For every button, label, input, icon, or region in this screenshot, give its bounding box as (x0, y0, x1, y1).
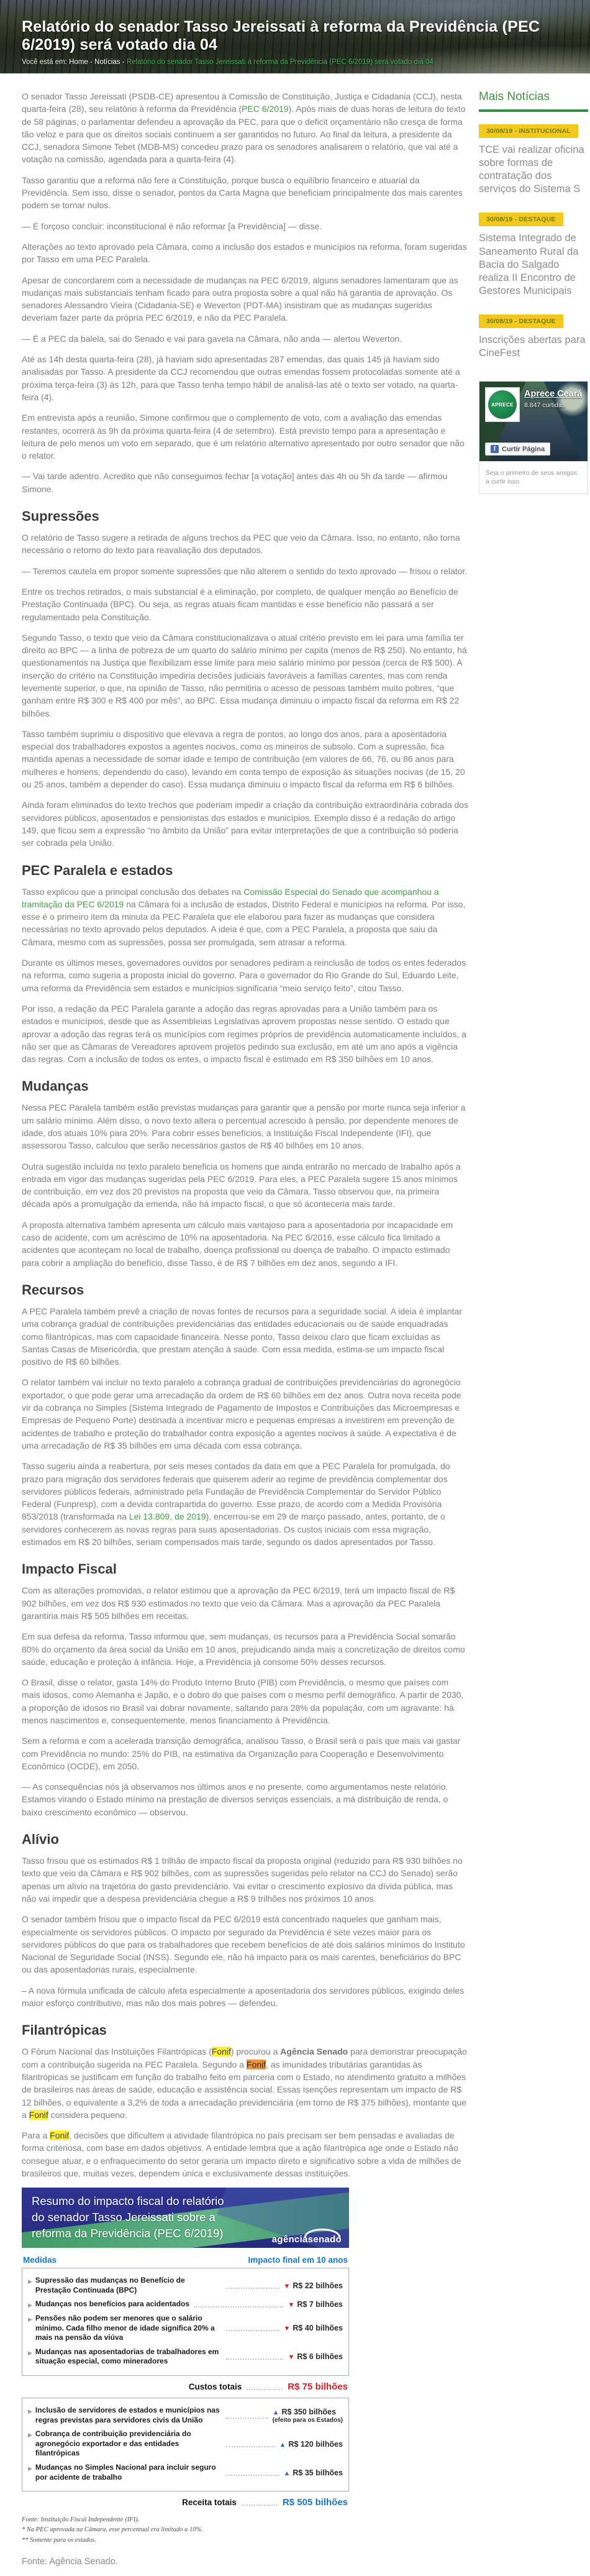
article-paragraph (22, 1584, 469, 1622)
measure-label: Pensões não podem ser menores que o salário mínimo. Cada filho menor de idade significa 20% a mais na pensão da viúva (35, 2314, 215, 2342)
text-segment: — Teremos cautela em propor somente supressões que não alterem o sentido do texto aprovado — frisou o relator. (22, 566, 468, 576)
article-paragraph (22, 799, 469, 849)
text-segment: Nessa PEC Paralela também estão previstas mudanças para garantir que a pensão por morte nunca seja inferior a um salário mínimo. Além disso, o novo texto altera o percentual acrescido à pensão, por dependente menores de idade, dos atuais 10% para 20%. Para cobrir esses benefícios, a Instituição Fiscal Independente (IFI), que assessorou Tasso, calculou que serão necessários gastos de R$ 40 bilhões em 10 anos. (22, 1102, 466, 1151)
facebook-like-button-label: Curtir Página (502, 445, 545, 453)
facebook-cover-photo (479, 382, 588, 461)
aprece-logo (485, 387, 520, 422)
infographic-column-headers (23, 2255, 348, 2265)
news-date-badge: 30/08/19 - INSTITUCIONAL (479, 124, 578, 138)
breadcrumb-current: Relatório do senador Tasso Jereissati à reforma da Previdência (PEC 6/2019) será votado dia 04 (126, 58, 433, 66)
text-segment: — Vai tarde adentro. Acredito que não conseguimos fechar [a votação] antes das 4h ou 5h da tarde — afirmou Simone. (22, 471, 448, 494)
dotted-leader (194, 2301, 283, 2308)
article-paragraph (22, 1305, 469, 1368)
text-segment: O Brasil, disse o relator, gasta 14% do Produto Interno Bruto (PIB) com Previdência, o mesmo que países com mais idosos, como Alemanha e Japão, e o dobro do que países com o mesmo perfil demográfico. A partir de 2030, a proporção de idosos no Brasil vai dobrar novamente, saltando para 28% da população, com um agravante: há menos nascimentos e, consequentemente, menos financiamento à Previdência. (22, 1677, 464, 1725)
search-highlight: Fonif (50, 2130, 70, 2141)
text-segment: Tasso garantiu que a reforma não fere a Constituição, porque busca o equilíbrio financeiro e atuarial da Previdência. Sem isso, disse o senador, pontos da Carta Magna que beneficiam principalmente dos mais carentes podem se tornar nulos. (22, 175, 463, 211)
text-segment: — É forçoso concluir: inconstitucional é não reformar [a Previdência] — disse. (22, 221, 322, 231)
measure-label: Supressão das mudanças no Benefício de Prestação Continuada (BPC) (35, 2276, 185, 2294)
infographic-title-line: reforma da Previdência (PEC 6/2019) (32, 2227, 224, 2240)
triangle-bullet-icon: ▶ (28, 2465, 32, 2472)
text-segment: Ainda foram eliminados do texto trechos que poderiam impedir a criação da contribuição extraordinária cobrada dos servidores públicos, aposentados e pensionistas dos estados e municípios. Exemplo disso é a redação do artigo 149, que ficou sem a expressão “no âmbito da União” para evitar interpretações de que a contribuição só poderia ser cobrada pela União. (22, 800, 469, 848)
triangle-bullet-icon: ▶ (28, 2278, 32, 2285)
sidebar-news-item[interactable] (479, 213, 588, 298)
text-segment: Outra sugestão incluída no texto paralelo beneficia os homens que ainda entrarão no mercado de trabalho após a entrada em vigor das mudanças sugeridas pela PEC 6/2019. Para eles, a PEC Paralela sugere 15 anos mínimos de contribuição, em vez dos 20 previstos na proposta que veio da Câmara. Tasso observou que, na primeira década após a promulgação da emenda, não há impacto fiscal, o que só aconteceria mais tarde. (22, 1161, 461, 1209)
article-paragraph (22, 274, 469, 324)
up-arrow-icon: ▲ (283, 2469, 291, 2477)
article-paragraph (22, 332, 469, 345)
down-arrow-icon: ▼ (288, 2354, 295, 2362)
triangle-bullet-icon: ▶ (28, 2432, 32, 2439)
footnote-asterisk: * Na PEC aprovada na Câmara, esse percentual era limitado a 10%. (22, 2526, 203, 2534)
text-segment: Apesar de concordarem com a necessidade de mudanças na PEC 6/2019, alguns senadores lamentaram que as mudanças mais substanciais tenham ficado para outra proposta sobre a qual não há garantia de aprovação. Os senadores Alessandro Vieira (Cidadania-SE) e Weverton (PDT-MA) insistiram que as mudanças sugeridas deveriam fazer parte da própria PEC 6/2019, e não da PEC Paralela. (22, 275, 458, 323)
text-segment: na Câmara foi a inclusão de estados, Distrito Federal e municípios na reforma. Por isso, esse é o primeiro item da minuta da PEC Paralela que ele elaborou para fazer as mudanças que considera necessárias no texto aprovado pelos deputados. A ideia é que, com a PEC Paralela, a proposta que saiu da Câmara, mesmo com as supressões, possa ser promulgada, sem atrasar a reforma. (22, 899, 466, 947)
footnote-double-asterisk: ** Somente para os estados. (22, 2536, 96, 2544)
article-paragraph (22, 241, 469, 266)
search-highlight: Fonif (211, 2047, 231, 2057)
search-highlight: Fonif (29, 2109, 48, 2120)
section-heading: Alívio (22, 1831, 59, 1848)
news-date-badge: 30/08/19 - DESTAQUE (479, 213, 563, 226)
article-paragraph (22, 728, 469, 791)
triangle-bullet-icon: ▶ (28, 2302, 32, 2309)
article-main (22, 90, 469, 2576)
article-paragraph (22, 1984, 469, 2010)
infographic-row (28, 2406, 343, 2425)
text-segment: – A nova fórmula unificada de cálculo afeta especialmente a aposentadoria dos servidores públicos, exigindo deles maior esforço contributivo, mas não dos mais pobres — defendeu. (22, 1985, 465, 2009)
breadcrumb (22, 58, 578, 66)
infographic-row (28, 2463, 343, 2482)
article-paragraph (22, 1460, 469, 1548)
infographic-row (28, 2429, 343, 2459)
dotted-leader (242, 2500, 278, 2506)
text-segment: O senador Tasso Jereissati (PSDB-CE) apresentou à Comissão de Constituição, Justiça e Cidadania (CCJ), nesta quarta-feira (28), seu relatório à reforma da Previdência ( (22, 91, 462, 114)
article-paragraph (22, 470, 469, 495)
infographic-title (32, 2193, 224, 2242)
inline-link[interactable]: Lei 13.809, de 2019 (129, 1511, 206, 1522)
news-item-title: Sistema Integrado de Saneamento Rural da Bacia do Salgado realiza II Encontro de Gestores Municipais (479, 232, 579, 296)
text-segment: Tasso explicou que a principal conclusão dos debates na (22, 886, 244, 897)
infographic-row (28, 2299, 343, 2309)
text-segment: O relatório de Tasso sugere a retirada de alguns trechos da PEC que veio da Câmara. Isso, no entanto, não torna necessário o retorno do texto para reavaliação dos deputados. (22, 533, 460, 556)
dotted-leader (226, 2325, 279, 2331)
news-date-badge: 30/08/19 - DESTAQUE (479, 314, 563, 328)
section-heading: Impacto Fiscal (22, 1561, 117, 1577)
sidebar-title-underline (479, 109, 588, 112)
text-segment: Entre os trechos retirados, o mais substancial é a eliminação, por completo, de qualquer menção ao Benefício de Prestação Continuada (BPC). Ou seja, as regras atuais ficam mantidas e esse benefício não passará a ser regulamentado pela Constituição. (22, 586, 458, 622)
dotted-leader (247, 2384, 283, 2390)
facebook-page-widget (479, 381, 588, 493)
inline-link[interactable]: Comissão Especial do Senado que acompanhou a tramitação da PEC 6/2019 (22, 886, 439, 909)
section-heading: Recursos (22, 1281, 84, 1298)
impact-amount: R$ 6 bilhões (297, 2352, 343, 2362)
news-item-title: Inscrições abertas para CineFest (479, 334, 586, 359)
impact-column-header: Impacto final em 10 anos (248, 2255, 348, 2265)
impact-amount: R$ 120 bilhões (288, 2439, 343, 2449)
text-segment: Segundo Tasso, o texto que veio da Câmara constitucionalizava o atual critério previsto em lei para uma família ter direito ao BPC — a linha de pobreza de um quarto do salário mínimo per capita (menos de R$ 250). No entanto, há questionamentos na Justiça que flexibilizam esse limite para meio salário mínimo por pessoa (cerca de R$ 500). A inserção do critério na Constituição impediria decisões judiciais favoráveis a famílias carentes, mas com renda levemente superior, o que, na opinião de Tasso, não permitiria o acesso de pessoas também muito pobres, “que ganham entre R$ 300 e R$ 400 por mês”, ao BPC. Essa mudança diminuiu o impacto fiscal da reforma em R$ 22 bilhões. (22, 632, 467, 718)
dotted-leader (226, 2283, 279, 2289)
impact-value (284, 2468, 343, 2477)
dotted-leader (226, 2470, 279, 2476)
article-paragraph (22, 174, 469, 212)
article-paragraph (22, 886, 469, 948)
infographic-title-line: Resumo do impacto fiscal do relatório (32, 2194, 224, 2208)
text-segment: Para a (22, 2130, 50, 2141)
aprece-logo-icon: APRECE (488, 390, 517, 419)
costs-total-row (23, 2381, 348, 2392)
agencia-senado-logo: agênciasenado (271, 2234, 342, 2245)
section-heading: Supressões (22, 508, 99, 525)
text-segment: Durante os últimos meses, governadores ouvidos por senadores pediram a reinclusão de todos os entes federados na reforma, como sugeria a proposta inicial do governo. Para o governador do Rio Grande do Sul, Eduardo Leite, uma reforma da Previdência sem estados e municípios significaria “meio serviço feito”, citou Tasso. (22, 958, 466, 993)
article-paragraph (22, 1002, 469, 1065)
header-inner (22, 18, 578, 66)
sidebar (479, 90, 588, 494)
text-segment: — É a PEC da balela, sai do Senado e vai para gaveta na Câmara, não anda — alertou Weverton. (22, 333, 402, 344)
infographic-footnotes (22, 2515, 349, 2546)
article-paragraph (22, 1913, 469, 1976)
article-paragraph (22, 1376, 469, 1452)
text-segment: para demonstrar preocupação com a contribuição sugerida na PEC Paralela. Segundo a (22, 2047, 467, 2070)
text-segment: — As consequências nós já observamos nos últimos anos e no presente, como argumentamos neste relatório. Estamos virando o Estado mínimo na prestação de diversos serviços essenciais, a má distribuição de renda, o baixo crescimento econômico — observou. (22, 1782, 448, 1817)
facebook-likes-count: 8.847 curtidas (524, 401, 565, 410)
article-paragraph (22, 1101, 469, 1152)
impact-value (284, 2281, 343, 2290)
facebook-icon: f (491, 445, 499, 453)
sidebar-news-item[interactable] (479, 124, 588, 196)
text-segment: Tasso sugeriu ainda a reabertura, por seis meses contados da data em que a PEC Paralela for promulgada, do prazo para migração dos servidores federais que quiserem aderir ao regime de previdência complementar dos servidores públicos federais, administrado pela Fundação de Previdência Complementar do Servidor Público Federal (Funpresp), com a devida contrapartida do governo. Esse prazo, de acordo com a Medida Provisória 853/2018 (transformada na (22, 1461, 450, 1522)
article-paragraph (22, 411, 469, 462)
page-title: Relatório do senador Tasso Jereissati à reforma da Previdência (PEC 6/2019) será votado dia 04 (22, 18, 540, 53)
revenues-total-value: R$ 505 bilhões (282, 2497, 348, 2508)
article-paragraph (22, 353, 469, 403)
breadcrumb-section-link[interactable]: Notícias (94, 58, 120, 66)
measures-column-header: Medidas (23, 2255, 57, 2265)
dotted-leader (226, 2413, 268, 2419)
text-segment: Em entrevista após a reunião, Simone confirmou que o complemento de voto, com a avaliação das emendas restantes, ocorrerá às 9h da próxima quarta-feira (4 de setembro). Está previsto tempo para a apresentação e leitura de pelo menos um voto em separado, que é um relatório alternativo apresentado por outro senador que não o relator. (22, 413, 465, 461)
article-paragraph (22, 585, 469, 623)
article-paragraph (22, 956, 469, 994)
article-paragraph (22, 1630, 469, 1668)
down-arrow-icon: ▼ (283, 2282, 291, 2290)
revenues-table (22, 2398, 349, 2491)
section-heading: Filantrópicas (22, 2022, 107, 2038)
text-segment: Com as alterações promovidas, o relator estimou que a aprovação da PEC 6/2019, terá um impacto fiscal de R$ 902 bilhões, em vez dos R$ 930 estimados no texto que veio da Câmara. Mas a aprovação da PEC Paralela garantiria mais R$ 505 bilhões em receitas. (22, 1585, 455, 1621)
breadcrumb-separator: - (89, 58, 93, 66)
text-segment: O relator também vai incluir no texto paralelo a cobrança gradual de contribuições previdenciárias do agronegócio exportador, o que pode gerar uma arrecadação da ordem de R$ 60 bilhões em dez anos. Outra nova receita pode vir da cobrança no Simples (Sistema Integrado de Pagamento de Impostos e Contribuições das Microempresas e Empresas de Pequeno Porte) destinada a incentivar micro e pequenas empresas a investirem em prevenção de acidentes de trabalho e proteção do trabalhador contra exposição a agentes nocivos à saúde. A expectativa é de uma arrecadação de R$ 35 bilhões em uma década com essa cobrança. (22, 1377, 461, 1451)
text-segment: Até as 14h desta quarta-feira (28), já haviam sido apresentadas 287 emendas, das quais 145 já haviam sido analisadas por Tasso. A presidente da CCJ recomendou que outras emendas fossem protocoladas somente até a próxima terça-feira (3) às 12h, para que Tasso tenha tempo hábil de analisá-las até o texto ser votado, na quarta-feira (4). (22, 354, 460, 402)
infographic-title-line: do senador Tasso Jereissati sobre a (32, 2211, 216, 2224)
measure-label: Mudanças no Simples Nacional para incluir seguro por acidente de trabalho (35, 2463, 216, 2482)
facebook-hint-text: Seja o primeiro de seus amigos a curtir isso (479, 461, 588, 493)
text-segment: A PEC Paralela também prevê a criação de novas fontes de recursos para a seguridade social. A ideia é implantar uma cobrança gradual de contribuições previdenciárias das entidades educacionais ou de saúde enquadradas como filantrópicas, mas com capacidade financeira. Nesse ponto, Tasso deixou claro que ficam excluídas as Santas Casas de Misericórdia, que prestam atenção à saúde. Com essa medida, estima-se um impacto fiscal positivo de R$ 60 bilhões. (22, 1306, 462, 1367)
infographic-banner (22, 2188, 349, 2248)
article-paragraph (22, 531, 469, 557)
costs-total-label: Custos totais (188, 2382, 242, 2392)
text-segment: considera pequeno. (48, 2109, 127, 2120)
article-paragraph (22, 1854, 469, 1905)
triangle-bullet-icon: ▶ (28, 2408, 32, 2415)
impact-amount: R$ 35 bilhões (293, 2468, 343, 2477)
article-body (22, 90, 469, 2180)
bold-text: Agência Senado (280, 2047, 348, 2057)
text-segment: ) procurou a (230, 2047, 281, 2057)
impact-amount: R$ 350 bilhões (281, 2407, 337, 2416)
measure-label: Mudanças nas aposentadorias de trabalhadores em situação especial, como mineradores (35, 2347, 219, 2366)
measure-label: Inclusão de servidores de estados e municípios nas regras previstas para servidores civis da União (35, 2406, 220, 2424)
text-segment: , decisões que dificultem a atividade filantrópica no país precisam ser bem pensadas e avaliadas de forma criteriosa, com base em dados objetivos. A entidade lembra que a ação filantrópica age onde o Estado não consegue atuar, e o enfraquecimento do setor geraria um impacto direto e significativo sobre a vida de milhões de brasileiros que, muitas vezes, dependem única e exclusivamente dessas instituições. (22, 2130, 461, 2178)
article-paragraph (22, 1160, 469, 1211)
triangle-bullet-icon: ▶ (28, 2316, 32, 2323)
text-segment: Em sua defesa da reforma, Tasso informou que, sem mudanças, os recursos para a Previdência Social somarão 80% do orçamento da área social da União em 10 anos, prejudicando ainda mais a concretização de direitos como saúde, educação e proteção à infância. Hoje, a Previdência já consome 50% desses recursos. (22, 1631, 465, 1667)
dotted-leader (226, 2441, 275, 2447)
impact-amount: R$ 7 bilhões (297, 2300, 343, 2309)
text-segment: , as imunidades tributárias garantidas às filantrópicas se justificam em função do trabalho feito em parceria com o Estado, no atendimento gratuito a milhões de brasileiros nas áreas de saúde, educação e assistência social. Essas isenções representam um impacto de R$ 12 bilhões, o equivalente a 3,2% de toda a arrecadação previdenciária (em torno de R$ 375 bilhões), montante que a (22, 2059, 467, 2120)
revenues-total-row (23, 2497, 348, 2508)
facebook-page-name-link[interactable]: Aprece Ceará (524, 389, 583, 400)
text-segment: Alterações ao texto aprovado pela Câmara, como a inclusão dos estados e municípios na reforma, foram sugeridas por Tasso em uma PEC Paralela. (22, 241, 467, 265)
article-header-banner (0, 0, 590, 74)
text-segment: A proposta alternativa também apresenta um cálculo mais vantajoso para a aposentadoria por incapacidade em caso de acidente, com um acréscimo de 10% na aposentadoria. Na PEC 6/2016, esse cálculo fica limitado a acidentes que aconteçam no local de trabalho, doença profissional ou doença de trabalho. O impacto estimado para cobrir a ampliação do benefício, disse Tasso, é de R$ 7 bilhões em dez anos, segundo a IFI. (22, 1219, 453, 1268)
impact-value (288, 2300, 343, 2309)
text-segment: ). Após mais de duas horas de leitura do texto de 58 páginas, o parlamentar defendeu a aprovação da PEC, para que o deficit orçamentário não cresça de forma tão veloz e para que os direitos sociais continuem a ser garantidos no futuro. Ao final da leitura, a presidente da CCJ, senadora Simone Tebet (MDB-MS) concedeu prazo para os senadores analisarem o relatório, que vai até a votação na comissão, agendada para a quarta-feira (4). (22, 104, 466, 165)
dotted-leader (226, 2354, 284, 2360)
breadcrumb-separator: - (122, 58, 125, 66)
impact-value (284, 2324, 343, 2332)
text-segment: ), encerrou-se em 29 de março passado, antes, portanto, de o servidores conhecerem as novas regras para suas aposentadorias. Os custos iniciais com essa migração, estimados em R$ 20 bilhões, seriam compensados mais tarde, segundo os dados apresentados por Tasso. (22, 1511, 445, 1547)
page-body (0, 74, 590, 2576)
sidebar-news-item[interactable] (479, 314, 588, 360)
down-arrow-icon: ▼ (288, 2301, 295, 2309)
article-paragraph (22, 220, 469, 232)
infographic-row (28, 2314, 343, 2343)
revenues-total-label: Receita totais (182, 2498, 237, 2508)
text-segment: O Fórum Nacional das Instituições Filantrópicas ( (22, 2047, 212, 2057)
impact-amount: R$ 22 bilhões (293, 2281, 343, 2290)
article-paragraph (22, 631, 469, 720)
measure-label: Mudanças nos benefícios para acidentados (35, 2299, 189, 2309)
sidebar-title: Mais Notícias (479, 90, 550, 103)
measure-label: Cobrança de contribuição previdenciária do agronegócio exportador e das entidades filantrópicas (35, 2429, 191, 2458)
section-heading: Mudanças (22, 1078, 89, 1094)
sidebar-news-list (479, 124, 588, 360)
breadcrumb-prefix: Você está em: (22, 58, 67, 66)
article-paragraph (22, 1219, 469, 1269)
inline-link[interactable]: PEC 6/2019 (242, 104, 289, 114)
costs-table (22, 2268, 349, 2376)
search-highlight-active: Fonif (246, 2059, 266, 2070)
infographic-row (28, 2347, 343, 2367)
impact-value (273, 2408, 343, 2424)
text-segment: Sem a reforma e com a acelerada transição demográfica, analisou Tasso, o Brasil será o país que mais vai gastar com Previdência no mundo: 25% do PIB, na estimativa da Organização para Cooperação e Desenvolvimento Econômico (OCDE), em 2050. (22, 1736, 461, 1771)
up-arrow-icon: ▲ (279, 2441, 286, 2449)
article-paragraph (22, 1781, 469, 1818)
article-paragraph (22, 90, 469, 166)
text-segment: Tasso frisou que os estimados R$ 1 trilhão de impacto fiscal da proposta original (reduzido para R$ 930 bilhões no texto que veio da Câmara e R$ 902 bilhões, com as supressões sugeridas pelo relator na CCJ do Senado) serão apenas um alívio na trajetória do gasto previdenciário. Vai evitar o crescimento explosivo da dívida pública, mas não vai impedir que a despesa previdenciária chegue a R$ 9 trilhões nos próximos 10 anos. (22, 1856, 463, 1904)
text-segment: Por isso, a redação da PEC Paralela garante a adoção das regras aprovadas para a União também para os estados e municípios, desde que as Assembleias Legislativas aprovem propostas nesse sentido. O estado que aprovar a adoção das regras terá os municípios com regimes próprios de previdência automaticamente incluídos, a não ser que as Câmaras de Vereadores aprovem projetos pedindo sua exclusão, em até um ano após a vigência das regras. Com a inclusão de todos os entes, o impacto fiscal é estimado em R$ 350 bilhões em 10 anos. (22, 1003, 466, 1065)
fiscal-impact-infographic (22, 2188, 349, 2546)
article-paragraph (22, 1735, 469, 1772)
article-paragraph (22, 2129, 469, 2180)
impact-value-note: (efeito para os Estados) (272, 2416, 343, 2424)
up-arrow-icon: ▲ (272, 2408, 279, 2416)
impact-amount: R$ 40 bilhões (293, 2324, 343, 2333)
impact-value (288, 2352, 343, 2361)
breadcrumb-home-link[interactable]: Home (69, 58, 88, 66)
article-paragraph (22, 2045, 469, 2121)
news-item-title: TCE vai realizar oficina sobre formas de contratação dos serviços do Sistema S (479, 144, 584, 195)
triangle-bullet-icon: ▶ (28, 2349, 32, 2356)
article-paragraph (22, 565, 469, 577)
facebook-like-page-button[interactable] (485, 442, 550, 456)
article-source: Fonte: Agência Senado. (22, 2557, 118, 2567)
infographic-row (28, 2276, 343, 2295)
text-segment: O senador também frisou que o impacto fiscal da PEC 6/2019 está concentrado naqueles que ganham mais, especialmente os servidores públicos. O impacto por segurado da Previdência é sete vezes maior para os servidores públicos do que para os trabalhadores que recebem benefícios de até dois salários mínimos do Instituto Nacional de Seguridade Social (INSS). Segundo ele, não há impacto para os mais carentes, beneficiários do BPC ou das aposentadorias rurais, especialmente. (22, 1914, 465, 1975)
section-heading: PEC Paralela e estados (22, 862, 173, 878)
text-segment: Tasso também suprimiu o dispositivo que elevava a regra de pontos, ao longo dos anos, para a aposentadoria especial dos trabalhadores expostos a agentes nocivos, como os mineiros de subsolo. Com a supressão, fica mantida apenas a necessidade de somar idade e tempo de contribuição (em valores de 66, 76, ou 86 anos para mulheres e homens, dependendo do caso), levando em conta tempo de exposição às situações nocivas (de 15, 20 ou 25 anos, também a depender do caso). Essa mudança diminuiu o impacto fiscal da reforma em R$ 6 bilhões. (22, 728, 465, 790)
article-paragraph (22, 1676, 469, 1726)
costs-total-value: R$ 75 bilhões (288, 2381, 348, 2393)
impact-value (279, 2440, 343, 2449)
footnote-source: Fonte: Instituição Fiscal Independente (IFI). (22, 2516, 140, 2524)
down-arrow-icon: ▼ (283, 2325, 291, 2333)
